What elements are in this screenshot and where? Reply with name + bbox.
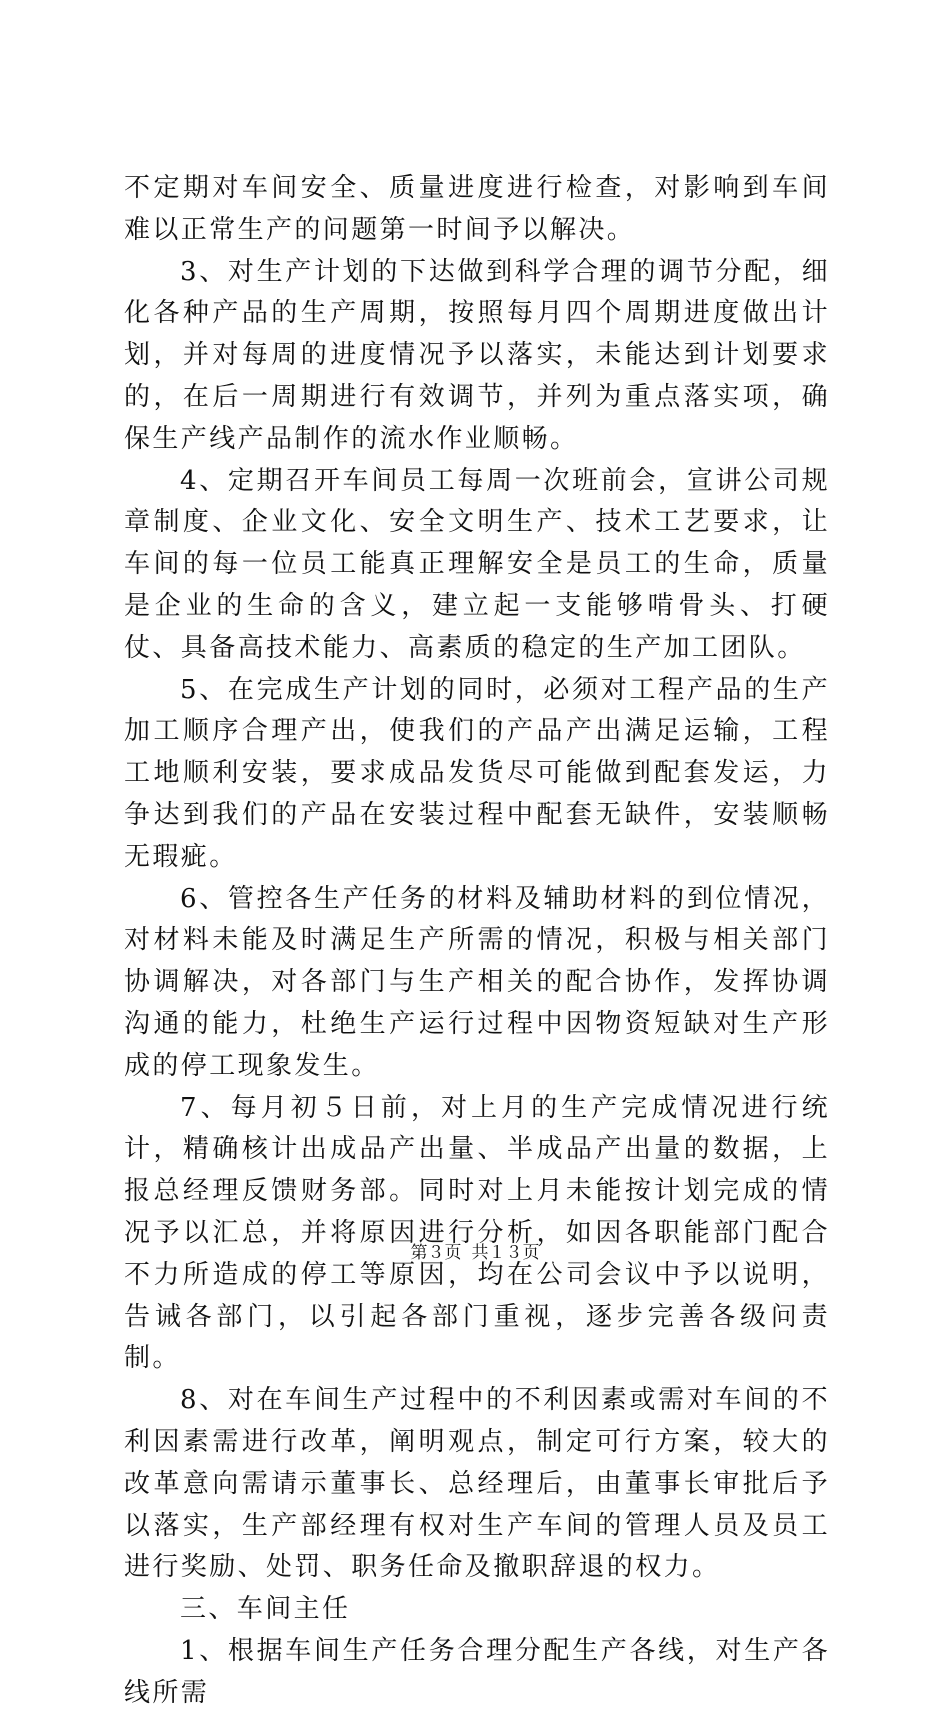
paragraph-2: 3、对生产计划的下达做到科学合理的调节分配，细化各种产品的生产周期，按照每月四个周期进度做出计划，并对每周的进度情况予以落实，未能达到计划要求的，在后一周期进行有效调节，并列为重点落实项，确保生产线产品制作的流水作业顺畅。: [124, 256, 830, 454]
page-footer: [0, 1238, 950, 1263]
page-number: 第３页: [410, 1243, 462, 1263]
paragraph-6: 7、每月初５日前，对上月的生产完成情况进行统计，精确核计出成品产出量、半成品产出量的数据，上报总经理反馈财务部。同时对上月未能按计划完成的情况予以汇总，并将原因进行分析，如因各职能部门配合不力所造成的停工等原因，均在公司会议中予以说明，告诫各部门，以引起各部门重视，逐步完善各级问责制。: [124, 1092, 830, 1374]
paragraph-5: 6、管控各生产任务的材料及辅助材料的到位情况，对材料未能及时满足生产所需的情况，积极与相关部门协调解决，对各部门与生产相关的配合协作，发挥协调沟通的能力，杜绝生产运行过程中因物资短缺对生产形成的停工现象发生。: [124, 883, 830, 1081]
paragraph-8: 1、根据车间生产任务合理分配生产各线，对生产各线所需: [124, 1635, 830, 1708]
document-body: [124, 168, 830, 1714]
page-total: 共１３页: [471, 1243, 540, 1263]
paragraph-4: 5、在完成生产计划的同时，必须对工程产品的生产加工顺序合理产出，使我们的产品产出满足运输，工程工地顺利安装，要求成品发货尽可能做到配套发运，力争达到我们的产品在安装过程中配套无缺件，安装顺畅无瑕疵。: [124, 674, 830, 872]
paragraph-1: 不定期对车间安全、质量进度进行检查，对影响到车间难以正常生产的问题第一时间予以解决。: [124, 173, 830, 245]
section-heading: 三、车间主任: [180, 1594, 351, 1625]
paragraph-7: 8、对在车间生产过程中的不利因素或需对车间的不利因素需进行改革，阐明观点，制定可行方案，较大的改革意向需请示董事长、总经理后，由董事长审批后予以落实，生产部经理有权对生产车间的管理人员及员工进行奖励、处罚、职务任命及撤职辞退的权力。: [124, 1385, 830, 1583]
paragraph-3: 4、定期召开车间员工每周一次班前会，宣讲公司规章制度、企业文化、安全文明生产、技术工艺要求，让车间的每一位员工能真正理解安全是员工的生命，质量是企业的生命的含义，建立起一支能够啃骨头、打硬仗、具备高技术能力、高素质的稳定的生产加工团队。: [124, 465, 830, 663]
